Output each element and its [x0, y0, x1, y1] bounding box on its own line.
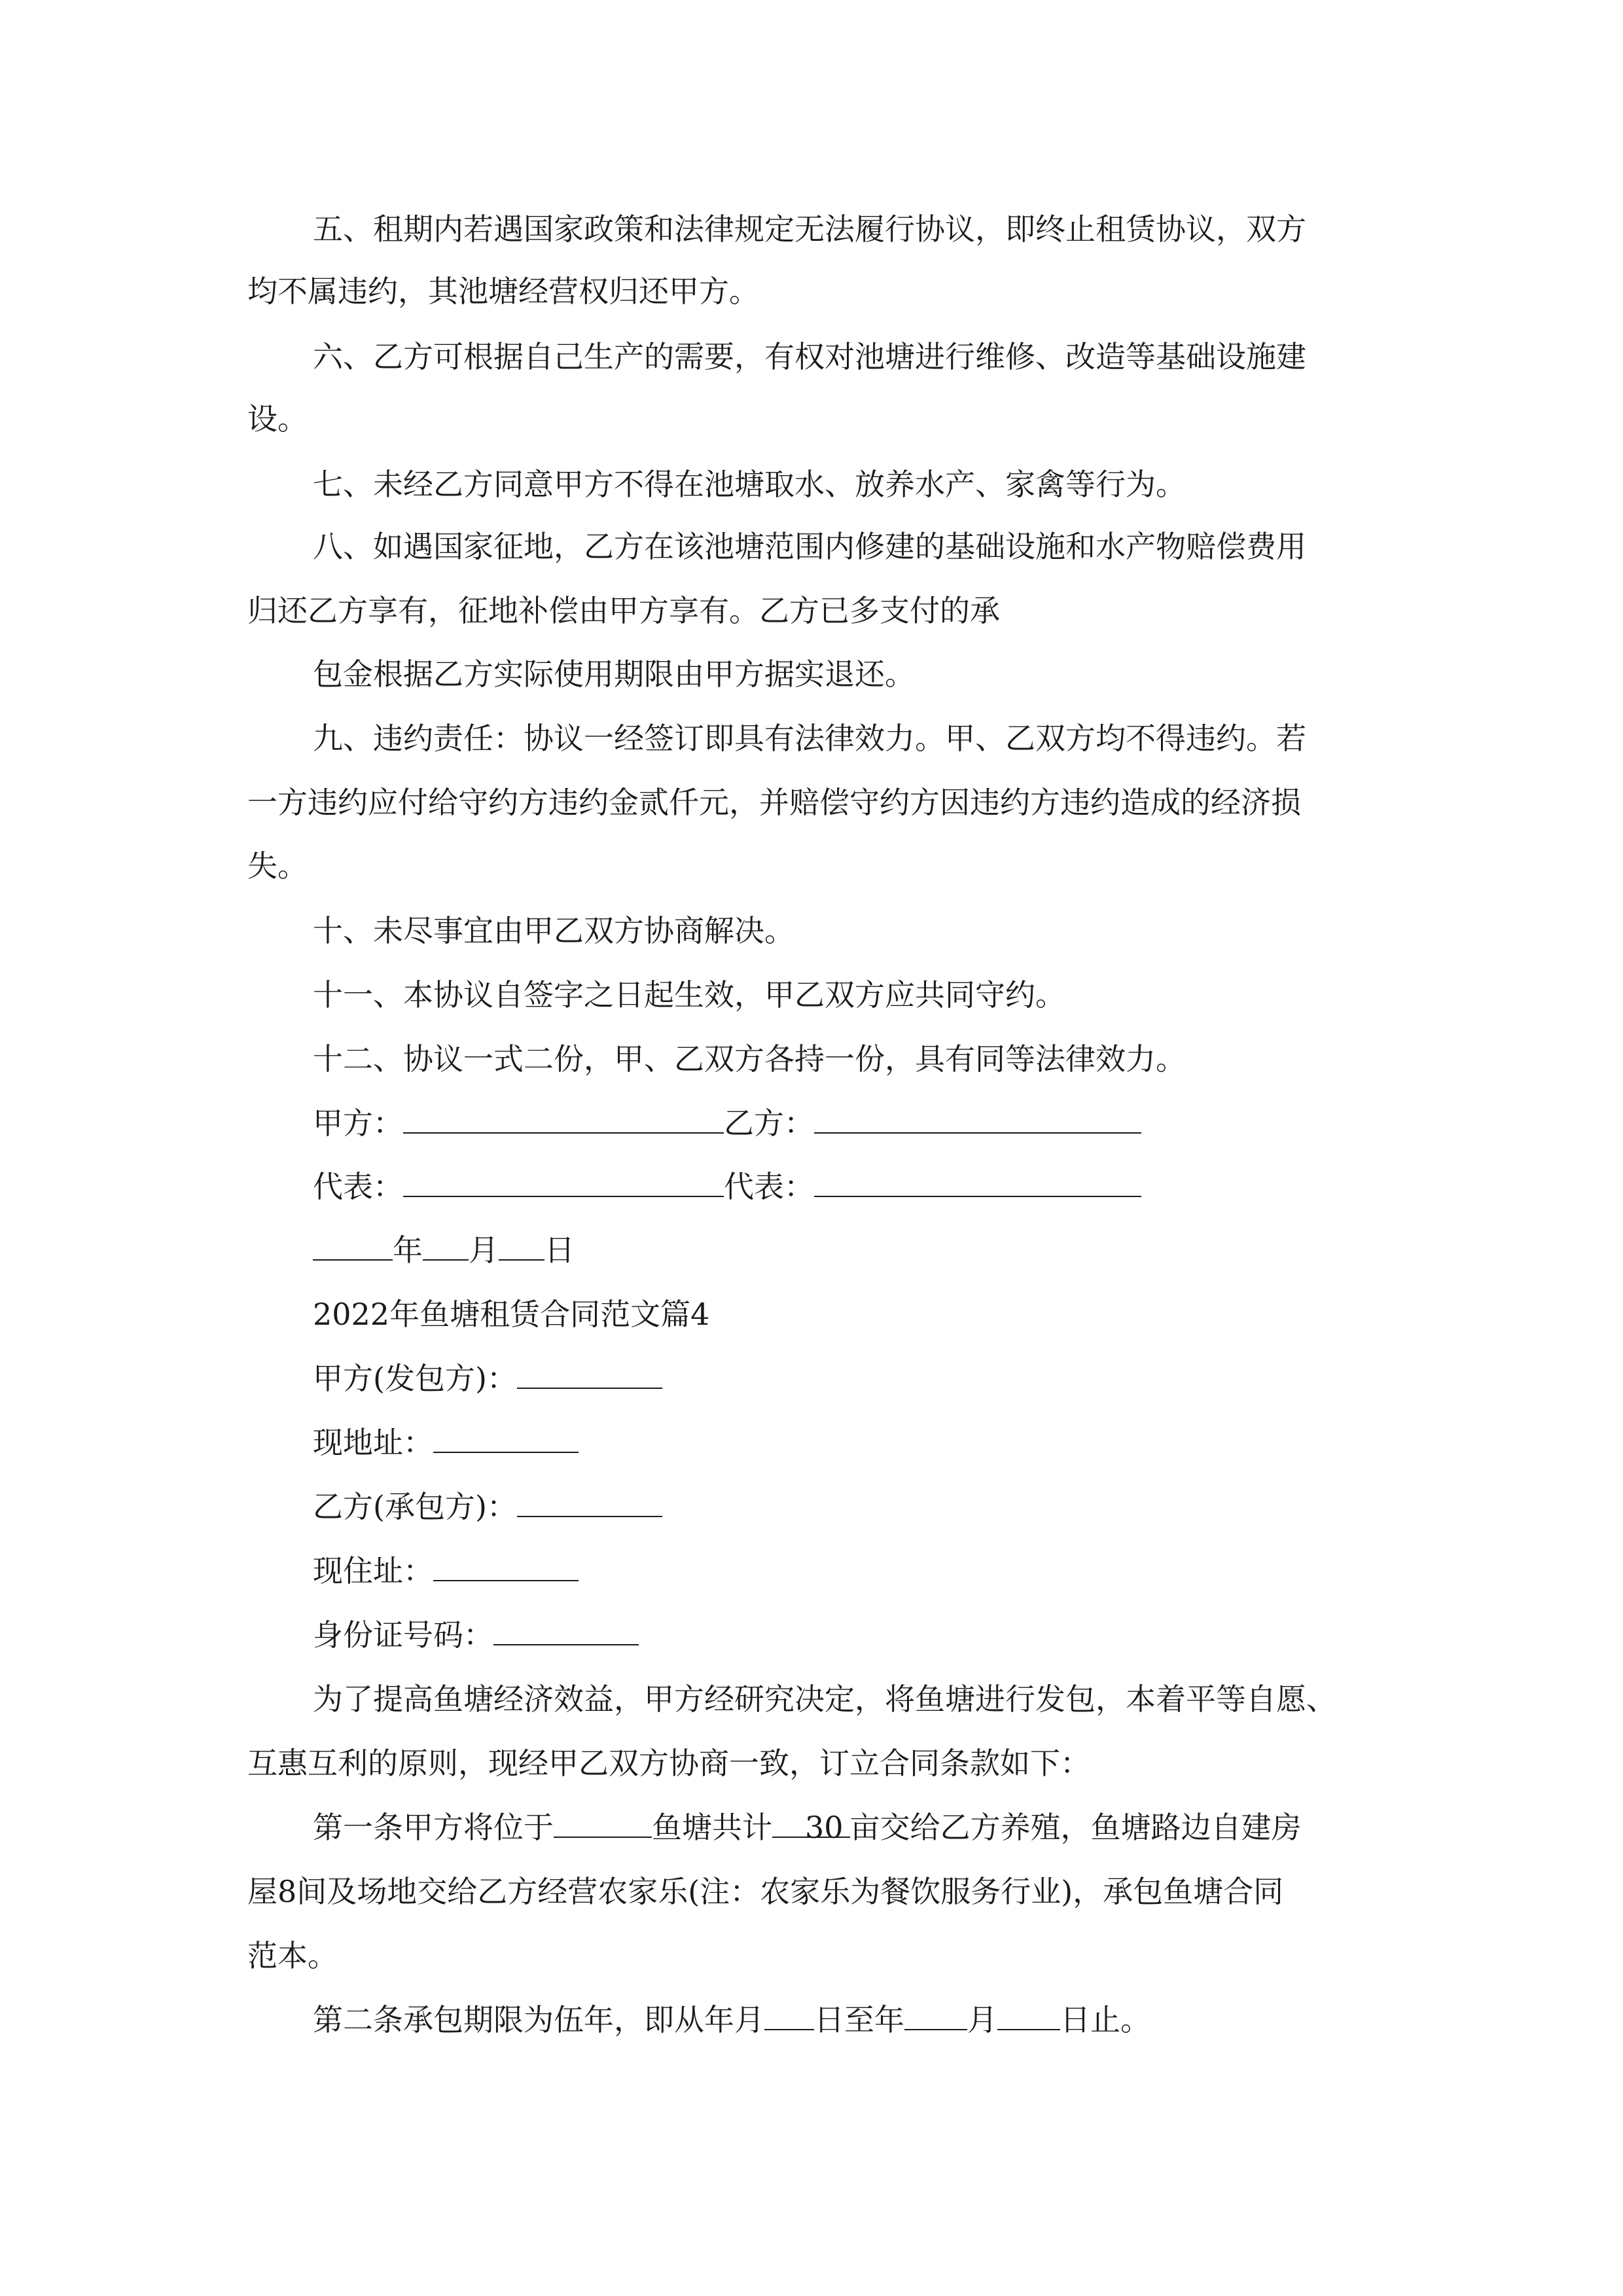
start-day-blank[interactable]: [764, 2000, 814, 2030]
section-title: 2022年鱼塘租赁合同范文篇4: [313, 1297, 710, 1332]
clause-12: 十二、协议一式二份，甲、乙双方各持一份，具有同等法律效力。: [313, 1041, 1186, 1077]
signature-party-row: [313, 1103, 1141, 1143]
acres-leading-blank: [772, 1808, 805, 1838]
address-b-label: 现住址：: [313, 1553, 433, 1588]
signature-rep-row: [313, 1167, 1141, 1206]
clause-5-line-1: 五、租期内若遇国家政策和法律规定无法履行协议，即终止租赁协议，双方: [313, 211, 1306, 247]
id-number-blank[interactable]: [493, 1615, 639, 1645]
address-a-label: 现地址：: [313, 1425, 433, 1460]
month-label: 月: [469, 1232, 499, 1268]
article-1-line-2: 屋8间及场地交给乙方经营农家乐(注：农家乐为餐饮服务行业)，承包鱼塘合同: [247, 1874, 1284, 1909]
intro-line-2: 互惠互利的原则，现经甲乙双方协商一致，订立合同条款如下：: [247, 1746, 1090, 1781]
article-1-part-2: 鱼塘共计: [652, 1810, 772, 1845]
clause-11: 十一、本协议自签字之日起生效，甲乙双方应共同守约。: [313, 977, 1065, 1013]
rep-a-label: 代表：: [313, 1169, 403, 1204]
party-b-label: 乙方：: [724, 1105, 814, 1141]
article-1-line-3: 范本。: [247, 1938, 338, 1973]
signature-date-row: [313, 1230, 575, 1270]
acres-trailing-blank: [844, 1808, 850, 1838]
party-b-signature-line[interactable]: [814, 1103, 1141, 1134]
id-number-label: 身份证号码：: [313, 1617, 493, 1653]
article-1-part-3: 亩交给乙方养殖，鱼塘路边自建房: [849, 1810, 1302, 1845]
day-label: 日: [544, 1232, 575, 1268]
clause-9-line-2: 一方违约应付给守约方违约金贰仟元，并赔偿守约方因违约方违约造成的经济损: [247, 785, 1301, 820]
contractor-a-blank[interactable]: [517, 1359, 662, 1389]
article-2-part-2: 日至年: [814, 2002, 904, 2037]
rep-b-label: 代表：: [724, 1169, 814, 1204]
rep-b-signature-line[interactable]: [814, 1167, 1141, 1197]
contractor-a-label: 甲方(发包方)：: [313, 1361, 517, 1396]
field-contractor-b: [313, 1487, 662, 1526]
contractor-b-label: 乙方(承包方)：: [313, 1489, 517, 1524]
address-b-blank[interactable]: [433, 1551, 579, 1581]
clause-6-line-1: 六、乙方可根据自己生产的需要，有权对池塘进行维修、改造等基础设施建: [313, 339, 1306, 374]
article-2-line: [313, 2000, 1150, 2039]
party-a-label: 甲方：: [313, 1105, 403, 1141]
end-day-blank[interactable]: [997, 2000, 1060, 2030]
year-blank[interactable]: [313, 1230, 393, 1261]
clause-8-line-2: 归还乙方享有，征地补偿由甲方享有。乙方已多支付的承: [247, 593, 1000, 628]
party-a-signature-line[interactable]: [403, 1103, 724, 1134]
contractor-b-blank[interactable]: [517, 1487, 662, 1517]
article-2-part-1: 第二条承包期限为伍年，即从年月: [313, 2002, 764, 2037]
field-address-a: [313, 1423, 579, 1462]
rep-a-signature-line[interactable]: [403, 1167, 724, 1197]
article-1-part-1: 第一条甲方将位于: [313, 1810, 554, 1845]
article-2-part-3: 月: [967, 2002, 997, 2037]
clause-6-line-2: 设。: [247, 401, 308, 437]
clause-9-line-3: 失。: [247, 848, 308, 884]
clause-9-line-1: 九、违约责任：协议一经签订即具有法律效力。甲、乙双方均不得违约。若: [313, 721, 1306, 756]
day-blank[interactable]: [499, 1230, 544, 1261]
clause-8-continuation: 包金根据乙方实际使用期限由甲方据实退还。: [313, 656, 915, 692]
article-2-part-4: 日止。: [1060, 2002, 1150, 2037]
field-id-number: [313, 1615, 639, 1655]
clause-7: 七、未经乙方同意甲方不得在池塘取水、放养水产、家禽等行为。: [313, 467, 1186, 502]
clause-8-line-1: 八、如遇国家征地，乙方在该池塘范围内修建的基础设施和水产物赔偿费用: [313, 529, 1306, 564]
location-blank[interactable]: [554, 1808, 652, 1838]
clause-10: 十、未尽事宜由甲乙双方协商解决。: [313, 913, 794, 948]
year-label: 年: [393, 1232, 423, 1268]
intro-line-1: 为了提高鱼塘经济效益，甲方经研究决定，将鱼塘进行发包，本着平等自愿、: [313, 1681, 1336, 1717]
month-blank[interactable]: [423, 1230, 469, 1261]
field-address-b: [313, 1551, 579, 1590]
end-month-blank[interactable]: [904, 2000, 967, 2030]
field-contractor-a: [313, 1359, 662, 1398]
acres-value: 30: [805, 1808, 844, 1838]
article-1-line-1: [313, 1808, 1302, 1847]
address-a-blank[interactable]: [433, 1423, 579, 1453]
clause-5-line-2: 均不属违约，其池塘经营权归还甲方。: [247, 274, 759, 309]
